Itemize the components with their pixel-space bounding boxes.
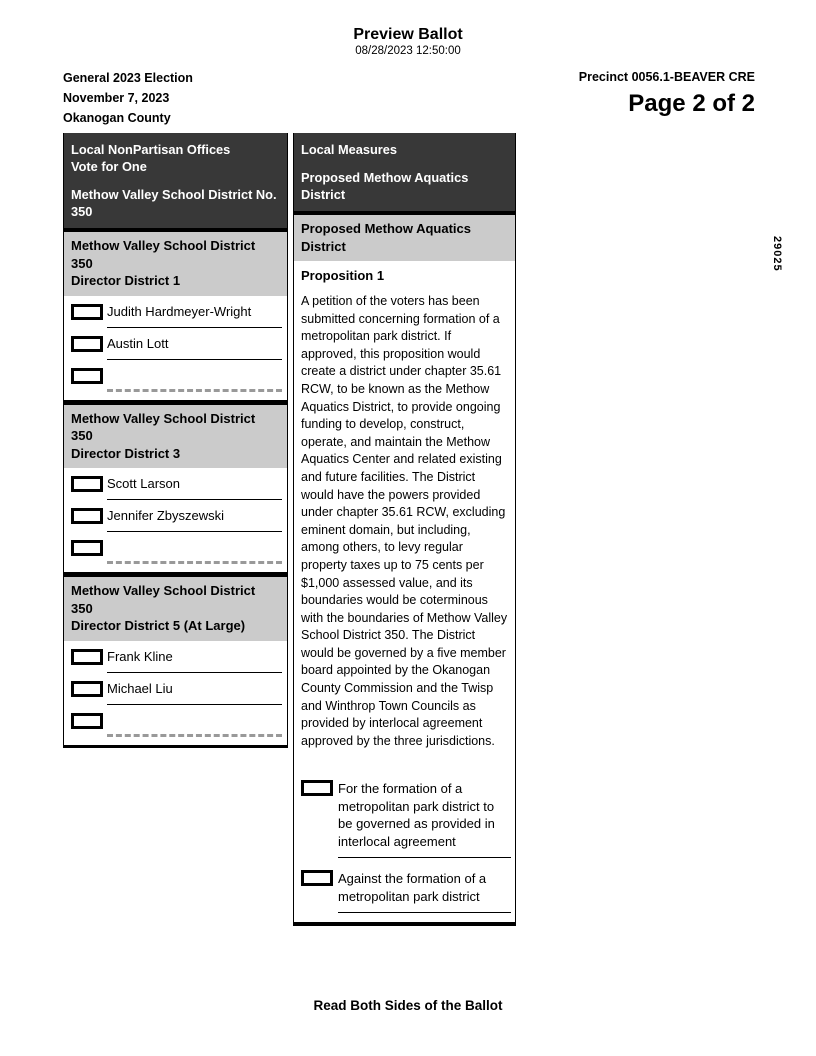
section-district: Proposed Methow Aquatics District [301,170,469,202]
election-info [63,68,193,128]
write-in-line[interactable] [107,540,282,564]
candidate-name: Michael Liu [107,681,282,705]
candidate-name: Judith Hardmeyer-Wright [107,304,282,328]
write-in-option [64,360,287,392]
measure-choice-against [301,870,511,913]
candidate-option [64,673,287,705]
vote-checkbox[interactable] [301,780,333,796]
write-in-option [64,705,287,737]
precinct-info [579,69,755,118]
vote-checkbox[interactable] [71,713,103,729]
measure-header [294,215,515,261]
contest-director-district-3 [64,405,287,565]
choice-label: For the formation of a metropolitan park district to be governed as provided in interlocal agreement [338,780,511,858]
vote-instruction: Vote for One [71,159,147,174]
candidate-option [64,328,287,360]
preview-timestamp: 08/28/2023 12:50:00 [355,45,461,57]
measure-title: Proposed Methow Aquatics District [301,221,471,254]
write-in-option [64,532,287,564]
measure-text: A petition of the voters has been submitted concerning formation of a metropolitan park district. If approved, this proposition would create a district under chapter 35.61 RCW, to be known as the Methow Aquatics District, to provide ongoing funding to develop, construct, operate, and maintain the Methow Aquatics Center and related existing and future facilities. The District would have the powers provided under chapter 35.61 RCW, excluding eminent domain, but including, among others, to levy regular property taxes up to 75 cents per $1,000 assessed value, and its boundaries would be coterminous with the boundaries of Methow Valley School District 350. The District would be governed by a five member board appointed by the Okanogan County Commission and the Twisp and Winthrop Town Councils as provided by interlocal agreement approved by the three jurisdictions. [301,294,508,748]
county-name: Okanogan County [63,111,171,125]
choice-label: Against the formation of a metropolitan park district [338,870,511,913]
vote-checkbox[interactable] [71,304,103,320]
vote-checkbox[interactable] [71,540,103,556]
preview-header [0,25,816,59]
candidate-name: Scott Larson [107,476,282,500]
vote-checkbox[interactable] [71,681,103,697]
candidate-name: Austin Lott [107,336,282,360]
contest-subtitle: Director District 1 [71,273,181,288]
contest-title: Methow Valley School District 350 [71,410,256,443]
write-in-line[interactable] [107,368,282,392]
section-title: Local NonPartisan Offices [71,142,231,157]
contest-subtitle: Director District 5 (At Large) [71,618,246,633]
election-name: General 2023 Election [63,71,193,85]
vote-checkbox[interactable] [71,476,103,492]
contest-director-district-1 [64,232,287,392]
contest-subtitle: Director District 3 [71,445,181,461]
candidate-name: Jennifer Zbyszewski [107,508,282,532]
stub-number: 29025 [771,236,783,272]
contest-title: Methow Valley School District 350 [71,238,256,271]
precinct-label: Precinct 0056.1-BEAVER CRE [578,70,755,84]
page-number: Page 2 of 2 [628,90,755,117]
contest-title: Methow Valley School District 350 [71,583,256,616]
contest-header [64,405,287,469]
candidate-option [64,296,287,328]
candidate-option [64,468,287,500]
page-title: Preview Ballot [353,26,463,43]
proposition-title: Proposition 1 [301,268,385,283]
vote-checkbox[interactable] [71,508,103,524]
contest-director-district-5 [64,577,287,737]
column-nonpartisan-offices [63,133,288,748]
section-header-nonpartisan [64,133,287,228]
vote-checkbox[interactable] [71,336,103,352]
column-local-measures [293,133,516,926]
vote-checkbox[interactable] [301,870,333,886]
header-spacer [71,175,280,186]
footer-instruction: Read Both Sides of the Ballot [313,998,503,1013]
candidate-option [64,500,287,532]
contest-header [64,577,287,641]
header-spacer [301,158,508,169]
vote-checkbox[interactable] [71,368,103,384]
election-date: November 7, 2023 [63,91,170,105]
contest-header [64,232,287,296]
candidate-name: Frank Kline [107,649,282,673]
section-header-measures [294,133,515,211]
section-title: Local Measures [301,142,398,157]
candidate-option [64,641,287,673]
column-bottom-spacer [64,737,287,745]
vote-checkbox[interactable] [71,649,103,665]
column-bottom-spacer [294,913,515,922]
write-in-line[interactable] [107,713,282,737]
section-district: Methow Valley School District No. 350 [71,187,277,219]
measure-choice-for [301,780,511,858]
